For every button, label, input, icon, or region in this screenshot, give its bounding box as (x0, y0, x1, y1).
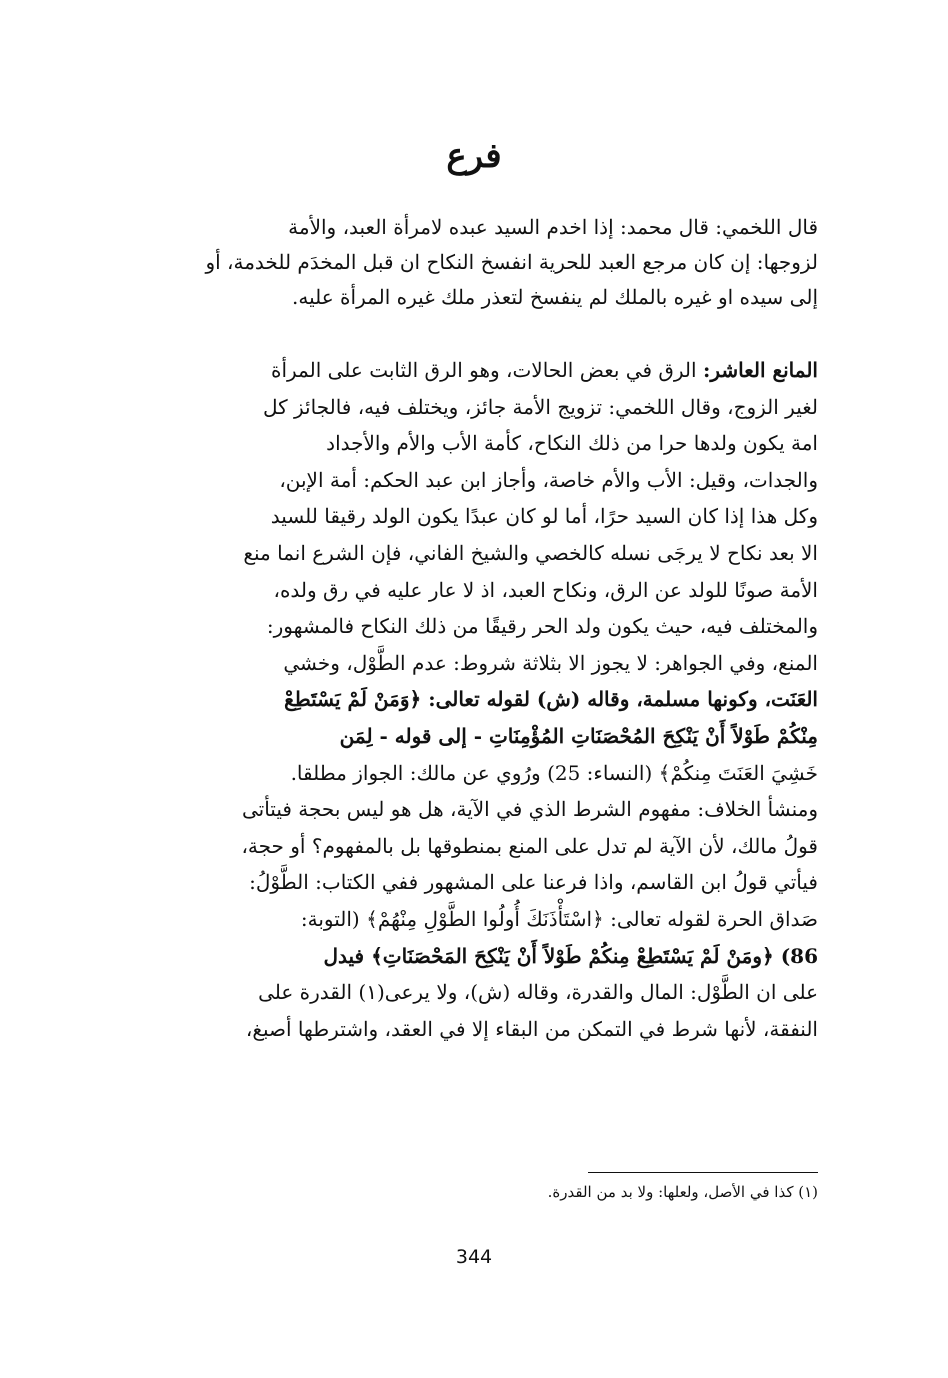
paragraph-2-line: مِنْكُمْ طَوْلاً أَنْ يَنْكِحَ المُحْصَنَاتِ المُؤْمِنَاتِ - إلى قوله - لِمَن (339, 723, 818, 748)
paragraph-1-line: إلى سيده او غيره بالملك لم ينفسخ لتعذر ملك غيره المرأة عليه. (292, 285, 818, 309)
page-number: 344 (455, 1246, 493, 1268)
paragraph-2-line: فيأتي قولُ ابن القاسم، واذا فرعنا على المشهور ففي الكتاب: الطَّوْلُ: (249, 870, 818, 895)
paragraph-2-line (118, 352, 818, 389)
paragraph-2-line: لغير الزوج، وقال اللخمي: تزويج الأمة جائز، ويختلف فيه، فالجائز كل (262, 394, 818, 419)
paragraph-2-line: 86) ﴿ومَنْ لَمْ يَسْتَطِعْ مِنكُمْ طَوْلاً أَنْ يَنْكِحَ المَحْصَنَاتِ﴾ فيدل (323, 943, 818, 968)
paragraph-2-line: والجدات، وقيل: الأب والأم خاصة، وأجاز ابن عبد الحكم: أمة الإبن، (279, 467, 818, 492)
paragraph-2-line: على ان الطَّوْل: المال والقدرة، وقاله (ش)، ولا يرعى(١) القدرة على (258, 980, 818, 1005)
paragraph-2-line-text: الرق في بعض الحالات، وهو الرق الثابت على المرأة (270, 358, 703, 382)
paragraph-2-line: خَشِيَ العَنَتَ مِنكُمْ﴾ (النساء: 25) ورُوي عن مالك: الجواز مطلقا. (290, 760, 818, 785)
footnote: (١) كذا في الأصل، ولعلها: ولا بد من القدرة. (547, 1183, 818, 1201)
paragraph-2-line: قولُ مالك، لأن الآية لم تدل على المنع بمنطوقها بل بالمفهوم؟ أو حجة، (241, 833, 818, 858)
paragraph-1-line: قال اللخمي: قال محمد: إذا اخدم السيد عبده لامرأة العبد، والأمة (288, 215, 818, 239)
paragraph-2-line: النفقة، لأنها شرط في التمكن من البقاء إلا في العقد، واشترطها أصبغ، (245, 1016, 818, 1041)
paragraph-2-line: الا بعد نكاح لا يرجَى نسله كالخصي والشيخ الفاني، فإن الشرع انما منع (243, 540, 818, 565)
paragraph-1-line: لزوجها: إن كان مرجع العبد للحرية انفسخ النكاح ان قبل المخدَم للخدمة، أو (205, 250, 818, 274)
paragraph-2-line: امة يكون ولدها حرا من ذلك النكاح، كأمة الأب والأم والأجداد (326, 431, 818, 456)
paragraph-2-line: وكل هذا إذا كان السيد حرًا، أما لو كان عبدًا يكون الولد رقيقا للسيد (270, 504, 818, 529)
paragraph-2-lead: المانع العاشر: (702, 358, 818, 382)
footnote-divider (588, 1172, 818, 1173)
paragraph-2-line: المنع، وفي الجواهر: لا يجوز الا بثلاثة شروط: عدم الطَّوْل، وخشي (283, 650, 818, 675)
paragraph-1 (118, 210, 818, 315)
paragraph-2-line: والمختلف فيه، حيث يكون ولد الحر رقيقًا من ذلك النكاح فالمشهور: (266, 614, 818, 639)
paragraph-2-line: صَداق الحرة لقوله تعالى: ﴿اسْتَأْذَنَكَ أُولُوا الطَّوْلِ مِنْهُمْ﴾ (التوبة: (300, 906, 818, 931)
paragraph-2-line: الأمة صونًا للولد عن الرق، ونكاح العبد، اذ لا عار عليه في رق ولده، (273, 577, 818, 602)
paragraph-2 (118, 352, 818, 1047)
paragraph-2-line: العَنَت، وكونها مسلمة، وقاله (ش) لقوله تعالى: ﴿وَمَنْ لَمْ يَسْتَطِعْ (284, 687, 818, 712)
paragraph-2-line: ومنشأ الخلاف: مفهوم الشرط الذي في الآية، هل هو ليس بحجة فيتأتى (241, 797, 818, 822)
section-heading: فرع (446, 136, 502, 176)
